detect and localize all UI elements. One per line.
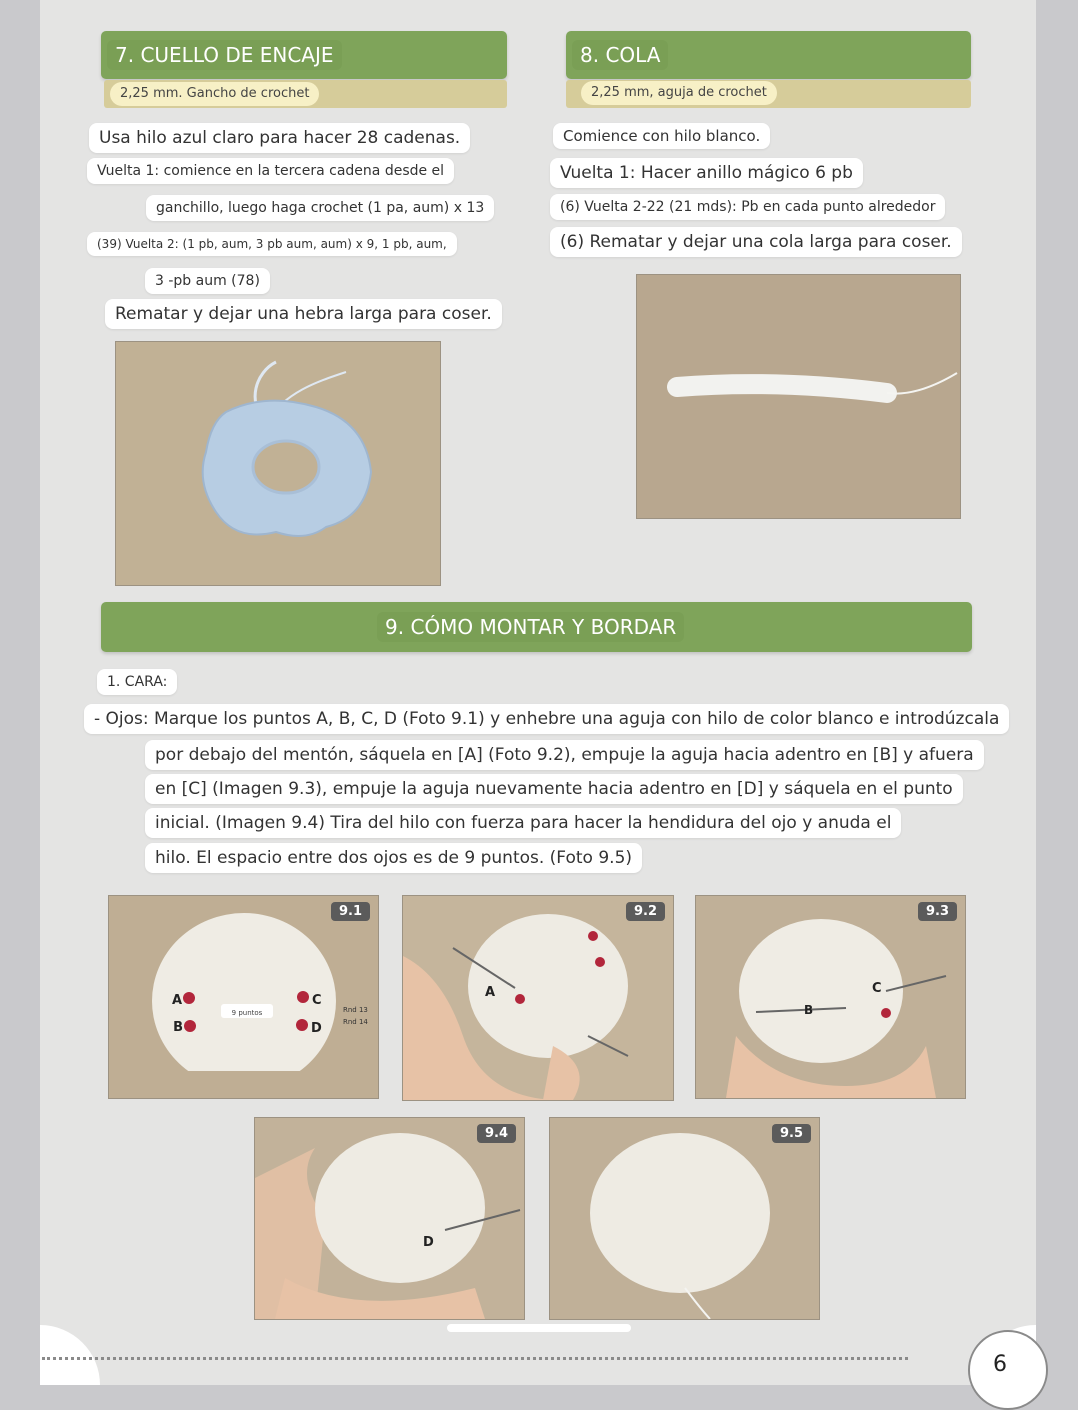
p92-label-a: A bbox=[485, 985, 496, 1000]
s7-line-3: ganchillo, luego haga crochet (1 pa, aum) x 13 bbox=[146, 195, 494, 221]
s7-line-2: Vuelta 1: comience en la tercera cadena desde el bbox=[87, 158, 454, 184]
section-7-header bbox=[101, 31, 507, 79]
s7-line-6: Rematar y dejar una hebra larga para coser. bbox=[105, 299, 502, 329]
p91-label-a: A bbox=[171, 993, 182, 1008]
s9-line-1: - Ojos: Marque los puntos A, B, C, D (Foto 9.1) y enhebre una aguja con hilo de color blanco e introdúzcala bbox=[84, 704, 1009, 734]
s9-subheading: 1. CARA: bbox=[97, 669, 177, 695]
section-8-title: 8. COLA bbox=[572, 40, 668, 70]
photo-lace-collar bbox=[115, 341, 441, 586]
s8-line-4: (6) Rematar y dejar una cola larga para coser. bbox=[550, 227, 962, 257]
p91-label-rnd14: Rnd 14 bbox=[343, 1018, 368, 1026]
page-footer-divider bbox=[42, 1357, 908, 1360]
section-9-header bbox=[101, 602, 972, 652]
photo-9-5-tag: 9.5 bbox=[772, 1124, 811, 1143]
photo-9-3 bbox=[695, 895, 966, 1099]
photo-9-1 bbox=[108, 895, 379, 1099]
p94-label-d: D bbox=[423, 1235, 434, 1250]
p91-label-b: B bbox=[173, 1020, 183, 1035]
page-corner-left bbox=[40, 1325, 100, 1385]
p91-label-c: C bbox=[312, 993, 322, 1008]
s9-line-3: en [C] (Imagen 9.3), empuje la aguja nuevamente hacia adentro en [D] y sáquela en el punto bbox=[145, 774, 963, 804]
p91-label-rnd13: Rnd 13 bbox=[343, 1006, 368, 1014]
s8-line-1: Comience con hilo blanco. bbox=[553, 123, 770, 149]
section-8-tool: 2,25 mm, aguja de crochet bbox=[581, 81, 777, 105]
s8-line-2: Vuelta 1: Hacer anillo mágico 6 pb bbox=[550, 158, 863, 188]
p93-label-b: B bbox=[804, 1003, 814, 1017]
photo-9-1-tag: 9.1 bbox=[331, 902, 370, 921]
section-7-title: 7. CUELLO DE ENCAJE bbox=[107, 40, 342, 70]
photo-9-2-tag: 9.2 bbox=[626, 902, 665, 921]
photo-9-5 bbox=[549, 1117, 820, 1320]
page-number: 6 bbox=[993, 1352, 1007, 1377]
photo-9-2 bbox=[402, 895, 674, 1101]
photo-tail bbox=[636, 274, 961, 519]
photo-9-3-tag: 9.3 bbox=[918, 902, 957, 921]
p91-label-d: D bbox=[311, 1021, 322, 1036]
s7-line-1: Usa hilo azul claro para hacer 28 cadenas. bbox=[89, 123, 470, 153]
s7-line-5: 3 -pb aum (78) bbox=[145, 268, 270, 294]
section-8-header bbox=[566, 31, 971, 79]
s8-line-3: (6) Vuelta 2-22 (21 mds): Pb en cada punto alrededor bbox=[550, 194, 945, 220]
section-9-title: 9. CÓMO MONTAR Y BORDAR bbox=[377, 612, 684, 642]
s7-line-4: (39) Vuelta 2: (1 pb, aum, 3 pb aum, aum) x 9, 1 pb, aum, bbox=[87, 232, 457, 256]
s9-line-5: hilo. El espacio entre dos ojos es de 9 puntos. (Foto 9.5) bbox=[145, 843, 642, 873]
s9-line-2: por debajo del mentón, sáquela en [A] (Foto 9.2), empuje la aguja hacia adentro en [B] y afuera bbox=[145, 740, 984, 770]
photo-9-4-tag: 9.4 bbox=[477, 1124, 516, 1143]
home-indicator[interactable] bbox=[447, 1324, 631, 1332]
s9-line-4: inicial. (Imagen 9.4) Tira del hilo con fuerza para hacer la hendidura del ojo y anuda el bbox=[145, 808, 901, 838]
photo-9-4 bbox=[254, 1117, 525, 1320]
section-7-tool: 2,25 mm. Gancho de crochet bbox=[110, 82, 319, 106]
p93-label-c: C bbox=[872, 981, 882, 996]
p91-label-gap: 9 puntos bbox=[231, 1009, 263, 1017]
